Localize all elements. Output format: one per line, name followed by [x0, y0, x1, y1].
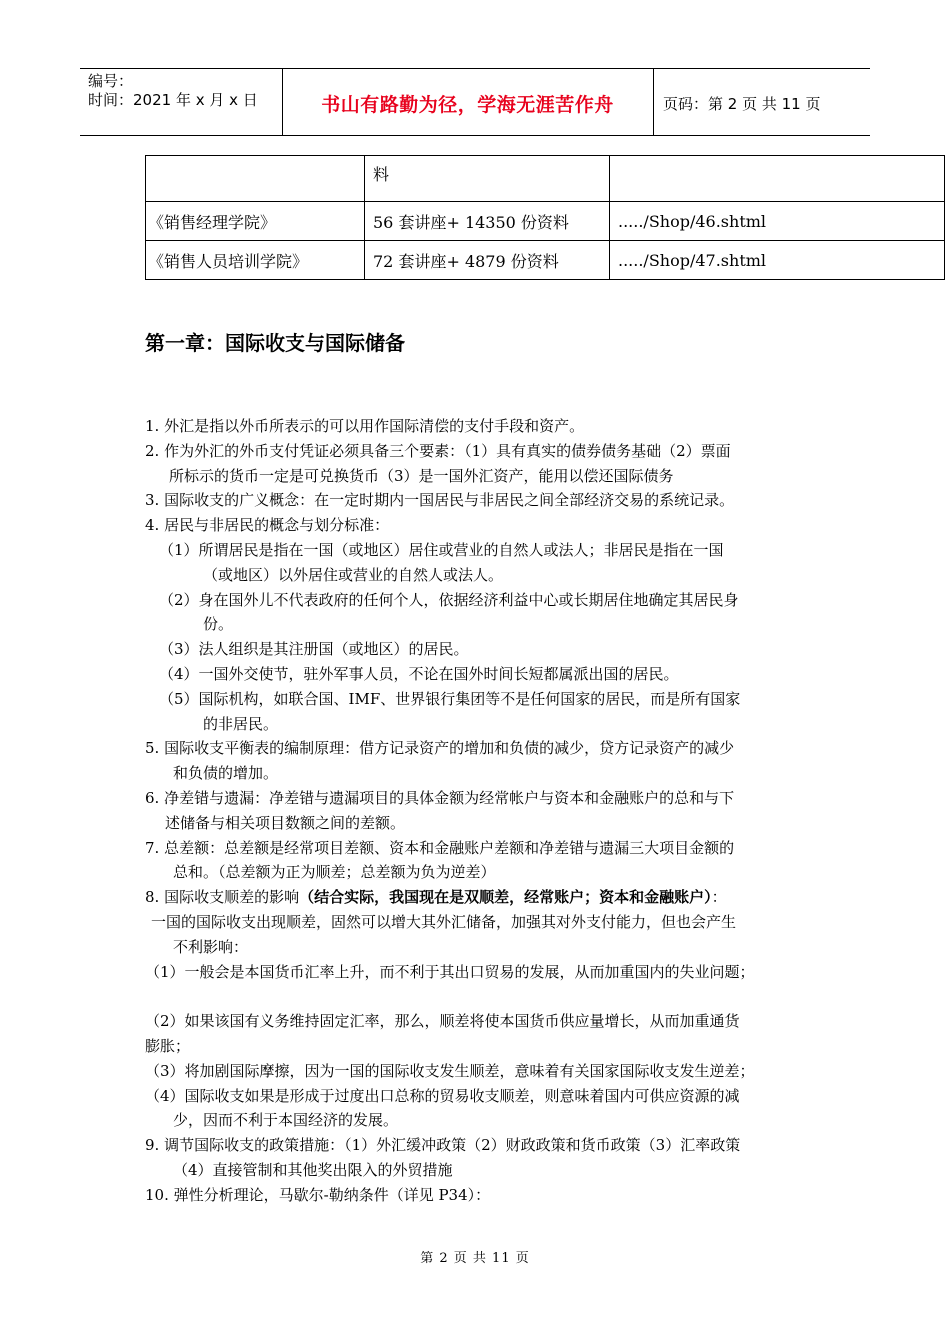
text-line [145, 885, 825, 910]
text-line: 份。 [203, 615, 234, 634]
text-line: 6. 净差错与遗漏：净差错与遗漏项目的具体金额为经常帐户与资本和金融账户的总和与下 [145, 788, 735, 807]
text-line: （3）法人组织是其注册国（或地区）的居民。 [159, 640, 469, 659]
table-cell [610, 156, 945, 202]
table-row [146, 156, 945, 202]
text-line: （4）国际收支如果是形成于过度出口总称的贸易收支顺差，则意味着国内可供应资源的减 [145, 1086, 740, 1105]
text-line: 9. 调节国际收支的政策措施：（1）外汇缓冲政策（2）财政政策和货币政策（3）汇率政策 [145, 1136, 741, 1155]
text-line: 3. 国际收支的广义概念：在一定时期内一国居民与非居民之间全部经济交易的系统记录。 [145, 491, 735, 510]
header-motto: 书山有路勤为径，学海无涯苦作舟 [321, 94, 614, 116]
text-line: （3）将加剧国际摩擦，因为一国的国际收支发生顺差，意味着有关国家国际收支发生逆差； [145, 1061, 755, 1080]
text-line: 的非居民。 [203, 714, 279, 733]
table-cell: 料 [365, 156, 610, 202]
text-line: （2）身在国外儿不代表政府的任何个人，依据经济利益中心或长期居住地确定其居民身 [159, 590, 739, 609]
header-bottom-rule [80, 135, 870, 136]
text-span: 8. 国际收支顺差的影响 [145, 888, 300, 907]
text-line: 1. 外汇是指以外币所表示的可以用作国际清偿的支付手段和资产。 [145, 417, 585, 435]
text-line: （2）如果该国有义务维持固定汇率，那么，顺差将使本国货币供应量增长，从而加重通货 [145, 1012, 740, 1031]
chapter-title: 第一章：国际收支与国际储备 [145, 331, 405, 355]
text-line: （或地区）以外居住或营业的自然人或法人。 [203, 565, 504, 584]
table-cell-link[interactable]: ...../Shop/46.shtml [610, 202, 945, 241]
table-row [146, 202, 945, 241]
table-cell-link[interactable]: ...../Shop/47.shtml [610, 241, 945, 280]
text-line: 少，因而不利于本国经济的发展。 [173, 1111, 399, 1130]
text-line: （4）一国外交使节，驻外军事人员，不论在国外时间长短都属派出国的居民。 [159, 664, 679, 683]
text-line: （1）一般会是本国货币汇率上升，而不利于其出口贸易的发展，从而加重国内的失业问题； [145, 962, 755, 981]
table-cell: 56 套讲座+ 14350 份资料 [365, 202, 610, 241]
header-page-label: 页码：第 2 页 共 11 页 [663, 95, 821, 113]
table-cell [146, 156, 365, 202]
text-line: 5. 国际收支平衡表的编制原理：借方记录资产的增加和负债的减少，贷方记录资产的减少 [145, 739, 735, 758]
text-line: 不利影响： [173, 937, 249, 956]
chapter-body [145, 414, 825, 1208]
text-line: （5）国际机构，如联合国、IMF、世界银行集团等不是任何国家的居民，而是所有国家 [159, 689, 741, 708]
table-row [146, 241, 945, 280]
page-footer: 第 2 页 共 11 页 [420, 1251, 530, 1266]
text-line: 2. 作为外汇的外币支付凭证必须具备三个要素：（1）具有真实的债券债务基础（2）票面 [145, 441, 731, 460]
text-span: ： [711, 888, 727, 907]
table-cell: 《销售经理学院》 [146, 202, 365, 241]
text-line: 10. 弹性分析理论，马歇尔-勒纳条件（详见 P34）： [145, 1185, 491, 1204]
text-line: 4. 居民与非居民的概念与划分标准： [145, 516, 390, 535]
code-label: 编号： [88, 72, 134, 90]
text-line: 膨胀； [145, 1036, 191, 1055]
text-line: 7. 总差额：总差额是经常项目差额、资本和金融账户差额和净差错与遗漏三大项目金额的 [145, 838, 735, 857]
text-line: 所标示的货币一定是可兑换货币（3）是一国外汇资产，能用以偿还国际债务 [169, 466, 674, 485]
text-line: （1）所谓居民是指在一国（或地区）居住或营业的自然人或法人；非居民是指在一国 [159, 540, 724, 559]
header-info [88, 72, 258, 110]
table-cell: 《销售人员培训学院》 [146, 241, 365, 280]
text-line: 一国的国际收支出现顺差，固然可以增大其外汇储备，加强其对外支付能力，但也会产生 [151, 912, 737, 931]
text-line: 述储备与相关项目数额之间的差额。 [165, 813, 406, 832]
time-label: 时间：2021 年 x 月 x 日 [88, 91, 258, 109]
bold-note: （结合实际，我国现在是双顺差，经常账户；资本和金融账户） [299, 888, 712, 907]
table-cell: 72 套讲座+ 4879 份资料 [365, 241, 610, 280]
header-divider [653, 68, 654, 136]
text-line: （4）直接管制和其他奖出限入的外贸措施 [173, 1160, 453, 1179]
header-top-rule [80, 68, 870, 69]
text-line: 总和。（总差额为正为顺差；总差额为负为逆差） [173, 863, 496, 882]
resource-table [145, 155, 945, 280]
text-line: 和负债的增加。 [173, 764, 279, 783]
